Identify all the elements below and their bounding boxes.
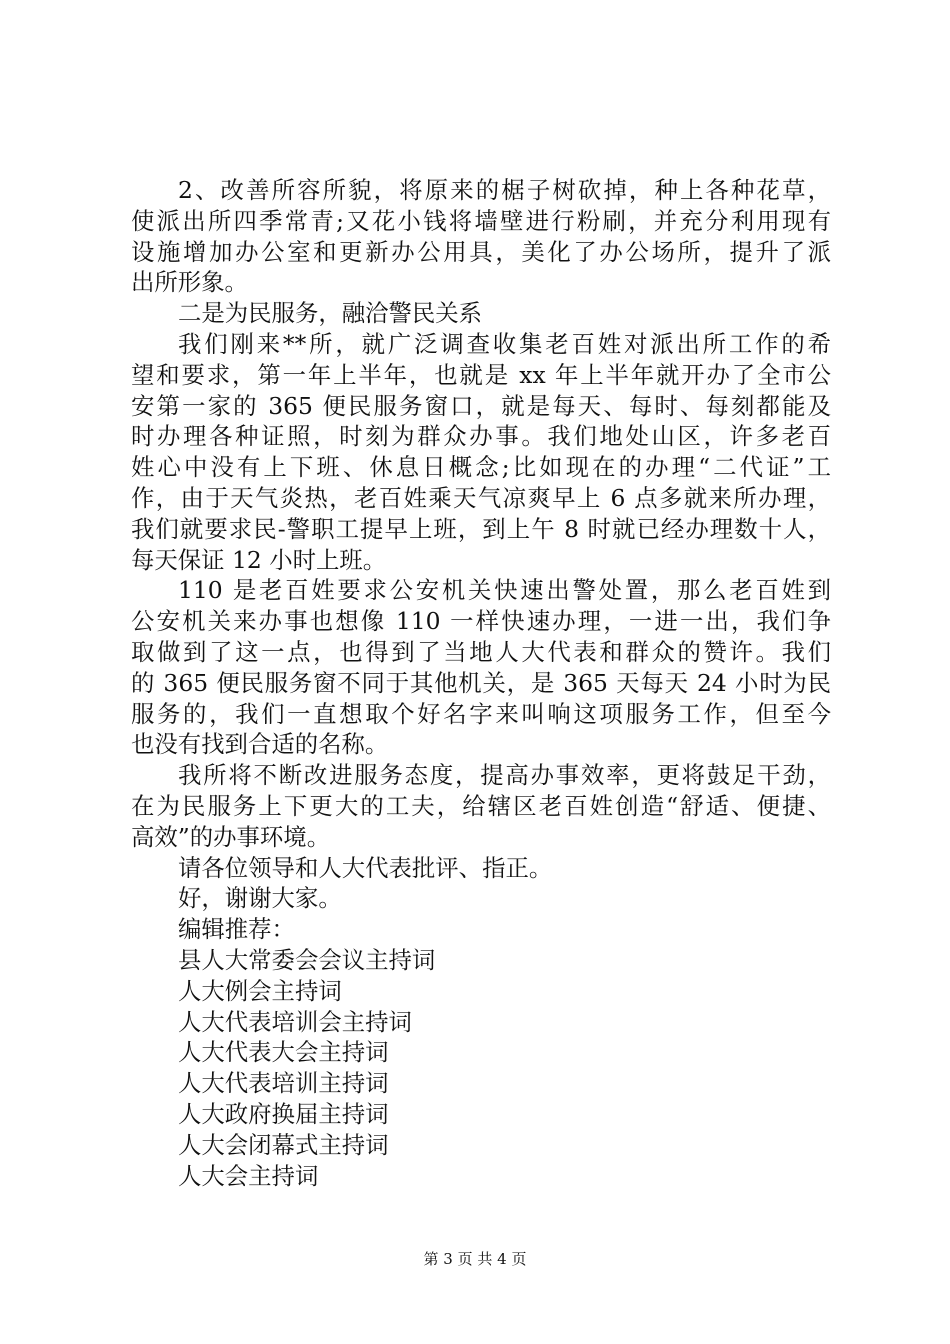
text-line: 人大会主持词 [178, 1161, 319, 1190]
document-body [131, 175, 831, 1191]
text-line: 服务的，我们一直想取个好名字来叫响这项服务工作，但至今 [131, 699, 831, 728]
text-line: 人大会闭幕式主持词 [178, 1130, 389, 1159]
text-line: 我所将不断改进服务态度，提高办事效率，更将鼓足干劲， [178, 761, 831, 790]
text-line: 高效”的办事环境。 [131, 822, 331, 851]
text-line: 公安机关来办事也想像 110 一样快速办理，一进一出，我们争 [131, 607, 831, 636]
text-line: 人大代表培训主持词 [178, 1069, 389, 1098]
text-line: 每天保证 12 小时上班。 [131, 545, 387, 574]
text-line: 2、改善所容所貌，将原来的椐子树砍掉，种上各种花草， [178, 176, 831, 204]
text-line: 在为民服务上下更大的工夫，给辖区老百姓创造“舒适、便捷、 [131, 791, 831, 820]
text-line: 出所形象。 [131, 268, 248, 297]
page-number-label: 第 3 页 共 4 页 [423, 1250, 527, 1268]
text-line: 人大例会主持词 [178, 976, 342, 1005]
text-line: 使派出所四季常青;又花小钱将墙壁进行粉刷，并充分利用现有 [131, 206, 831, 235]
text-line: 编辑推荐： [178, 915, 295, 944]
text-line: 望和要求，第一年上半年，也就是 xx 年上半年就开办了全市公 [131, 360, 831, 389]
text-line: 人大政府换届主持词 [178, 1099, 389, 1128]
text-line: 我们就要求民-警职工提早上班，到上午 8 时就已经办理数十人， [131, 514, 831, 543]
text-line: 我们刚来**所，就广泛调查收集老百姓对派出所工作的希 [178, 329, 831, 358]
text-line: 也没有找到合适的名称。 [131, 730, 389, 759]
text-line: 县人大常委会会议主持词 [178, 945, 436, 974]
text-line: 姓心中没有上下班、休息日概念;比如现在的办理“二代证”工 [131, 453, 831, 482]
page-footer [0, 1249, 950, 1269]
text-line: 二是为民服务，融洽警民关系 [178, 299, 483, 328]
text-line: 安第一家的 365 便民服务窗口，就是每天、每时、每刻都能及 [131, 391, 831, 420]
text-line: 人大代表大会主持词 [178, 1038, 389, 1067]
text-line: 的 365 便民服务窗不同于其他机关，是 365 天每天 24 小时为民 [131, 668, 831, 697]
text-line: 请各位领导和人大代表批评、指正。 [178, 853, 553, 882]
text-line: 取做到了这一点，也得到了当地人大代表和群众的赞许。我们 [131, 637, 831, 666]
text-line: 作，由于天气炎热，老百姓乘天气凉爽早上 6 点多就来所办理， [131, 483, 831, 512]
text-line: 人大代表培训会主持词 [178, 1007, 412, 1036]
text-line: 时办理各种证照，时刻为群众办事。我们地处山区，许多老百 [131, 422, 831, 451]
text-line: 好，谢谢大家。 [178, 884, 342, 913]
text-line: 设施增加办公室和更新办公用具，美化了办公场所，提升了派 [131, 237, 831, 266]
text-line: 110 是老百姓要求公安机关快速出警处置，那么老百姓到 [178, 576, 831, 605]
